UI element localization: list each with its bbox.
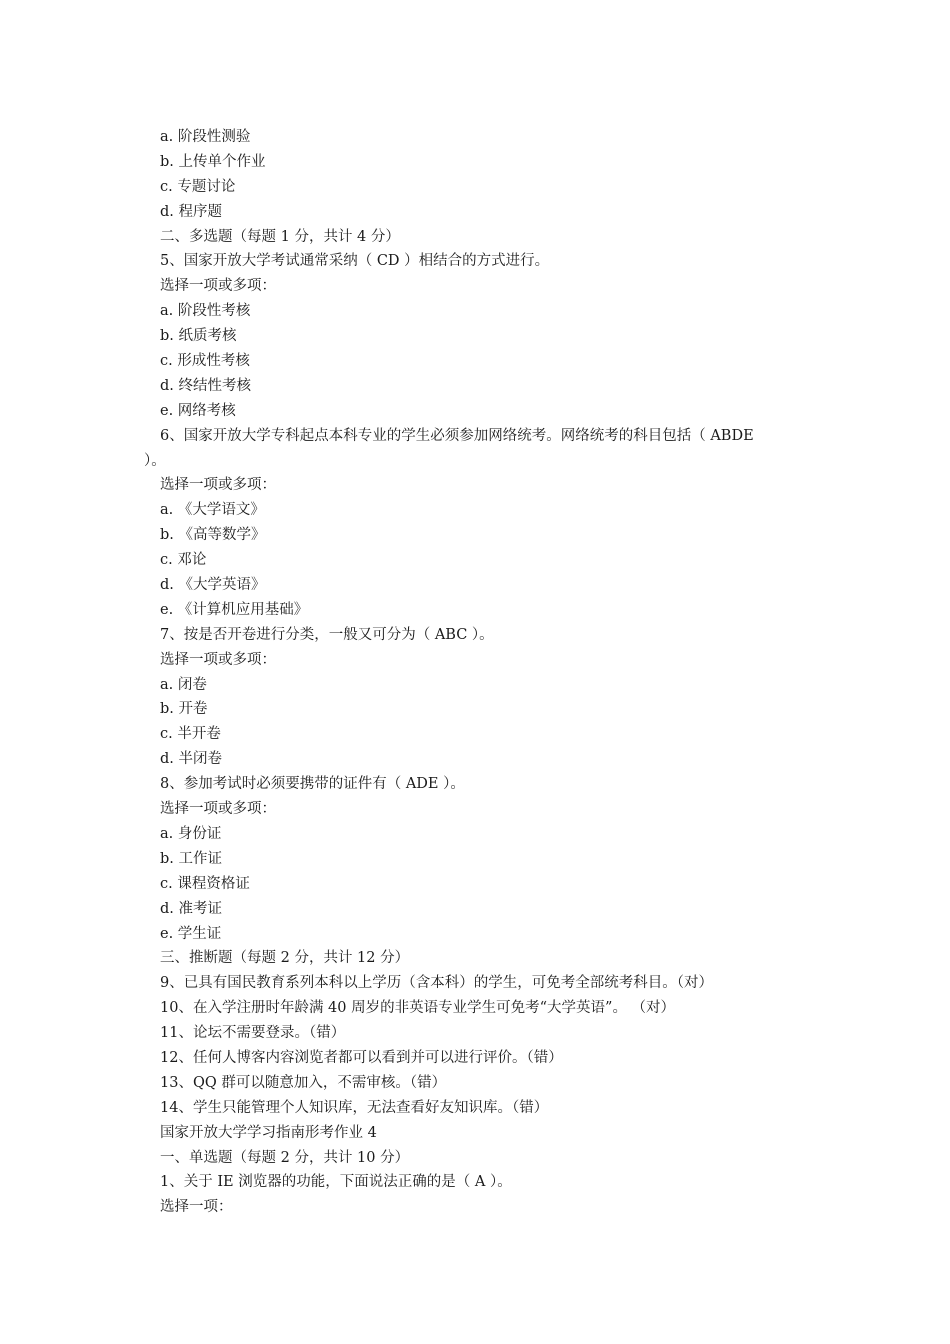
- text-line: 13、QQ 群可以随意加入，不需审核。（错）: [160, 1074, 447, 1091]
- text-line: c. 半开卷: [160, 726, 221, 743]
- text-line: b. 《高等数学》: [160, 527, 266, 544]
- text-line: 国家开放大学学习指南形考作业 4: [160, 1124, 377, 1141]
- text-line: b. 开卷: [160, 701, 208, 718]
- document-body: [144, 125, 804, 1220]
- text-line: 选择一项：: [160, 1199, 233, 1216]
- text-line: ）。: [144, 452, 166, 469]
- text-line: b. 纸质考核: [160, 328, 237, 345]
- text-line: b. 上传单个作业: [160, 153, 266, 170]
- text-line: 10、在入学注册时年龄满 40 周岁的非英语专业学生可免考“大学英语”。 （对）: [160, 1000, 676, 1017]
- text-line: a. 身份证: [160, 825, 222, 842]
- text-line: e. 学生证: [160, 925, 222, 942]
- text-line: c. 课程资格证: [160, 875, 250, 892]
- text-line: a. 阶段性测验: [160, 129, 251, 145]
- text-line: 选择一项或多项：: [160, 801, 276, 818]
- text-line: c. 形成性考核: [160, 353, 250, 370]
- text-line: 5、国家开放大学考试通常采纳（ CD ）相结合的方式进行。: [160, 253, 550, 270]
- text-line: 选择一项或多项：: [160, 278, 276, 295]
- text-line: 14、学生只能管理个人知识库，无法查看好友知识库。（错）: [160, 1099, 549, 1116]
- text-line: 1、关于 IE 浏览器的功能，下面说法正确的是（ A ）。: [160, 1174, 512, 1191]
- text-line: 选择一项或多项：: [160, 651, 276, 668]
- text-line: 11、论坛不需要登录。（错）: [160, 1025, 346, 1042]
- text-line: d. 半闭卷: [160, 751, 222, 768]
- text-line: 三、推断题（每题 2 分，共计 12 分）: [160, 950, 410, 967]
- text-line: c. 专题讨论: [160, 178, 236, 195]
- text-line: e. 网络考核: [160, 402, 236, 419]
- text-line: 7、按是否开卷进行分类，一般又可分为（ ABC ）。: [160, 626, 494, 643]
- text-line: 二、多选题（每题 1 分，共计 4 分）: [160, 228, 400, 245]
- text-line: 选择一项或多项：: [160, 477, 276, 494]
- text-line: a. 闭卷: [160, 676, 207, 693]
- text-line: d. 准考证: [160, 900, 222, 917]
- text-line: 6、国家开放大学专科起点本科专业的学生必须参加网络统考。网络统考的科目包括（ ABDE: [160, 427, 754, 444]
- text-line: 12、任何人博客内容浏览者都可以看到并可以进行评价。（错）: [160, 1049, 563, 1066]
- text-line: 9、已具有国民教育系列本科以上学历（含本科）的学生，可免考全部统考科目。（对）: [160, 975, 713, 992]
- text-line: d. 终结性考核: [160, 377, 251, 394]
- text-line: e. 《计算机应用基础》: [160, 601, 309, 618]
- text-line: a. 阶段性考核: [160, 303, 251, 320]
- text-line: d. 程序题: [160, 203, 222, 220]
- text-line: 一、单选题（每题 2 分，共计 10 分）: [160, 1149, 410, 1166]
- text-line: c. 邓论: [160, 552, 207, 569]
- text-line: b. 工作证: [160, 850, 222, 867]
- text-line: a. 《大学语文》: [160, 502, 265, 519]
- text-line: d. 《大学英语》: [160, 577, 266, 594]
- text-line: 8、参加考试时必须要携带的证件有（ ADE ）。: [160, 776, 465, 793]
